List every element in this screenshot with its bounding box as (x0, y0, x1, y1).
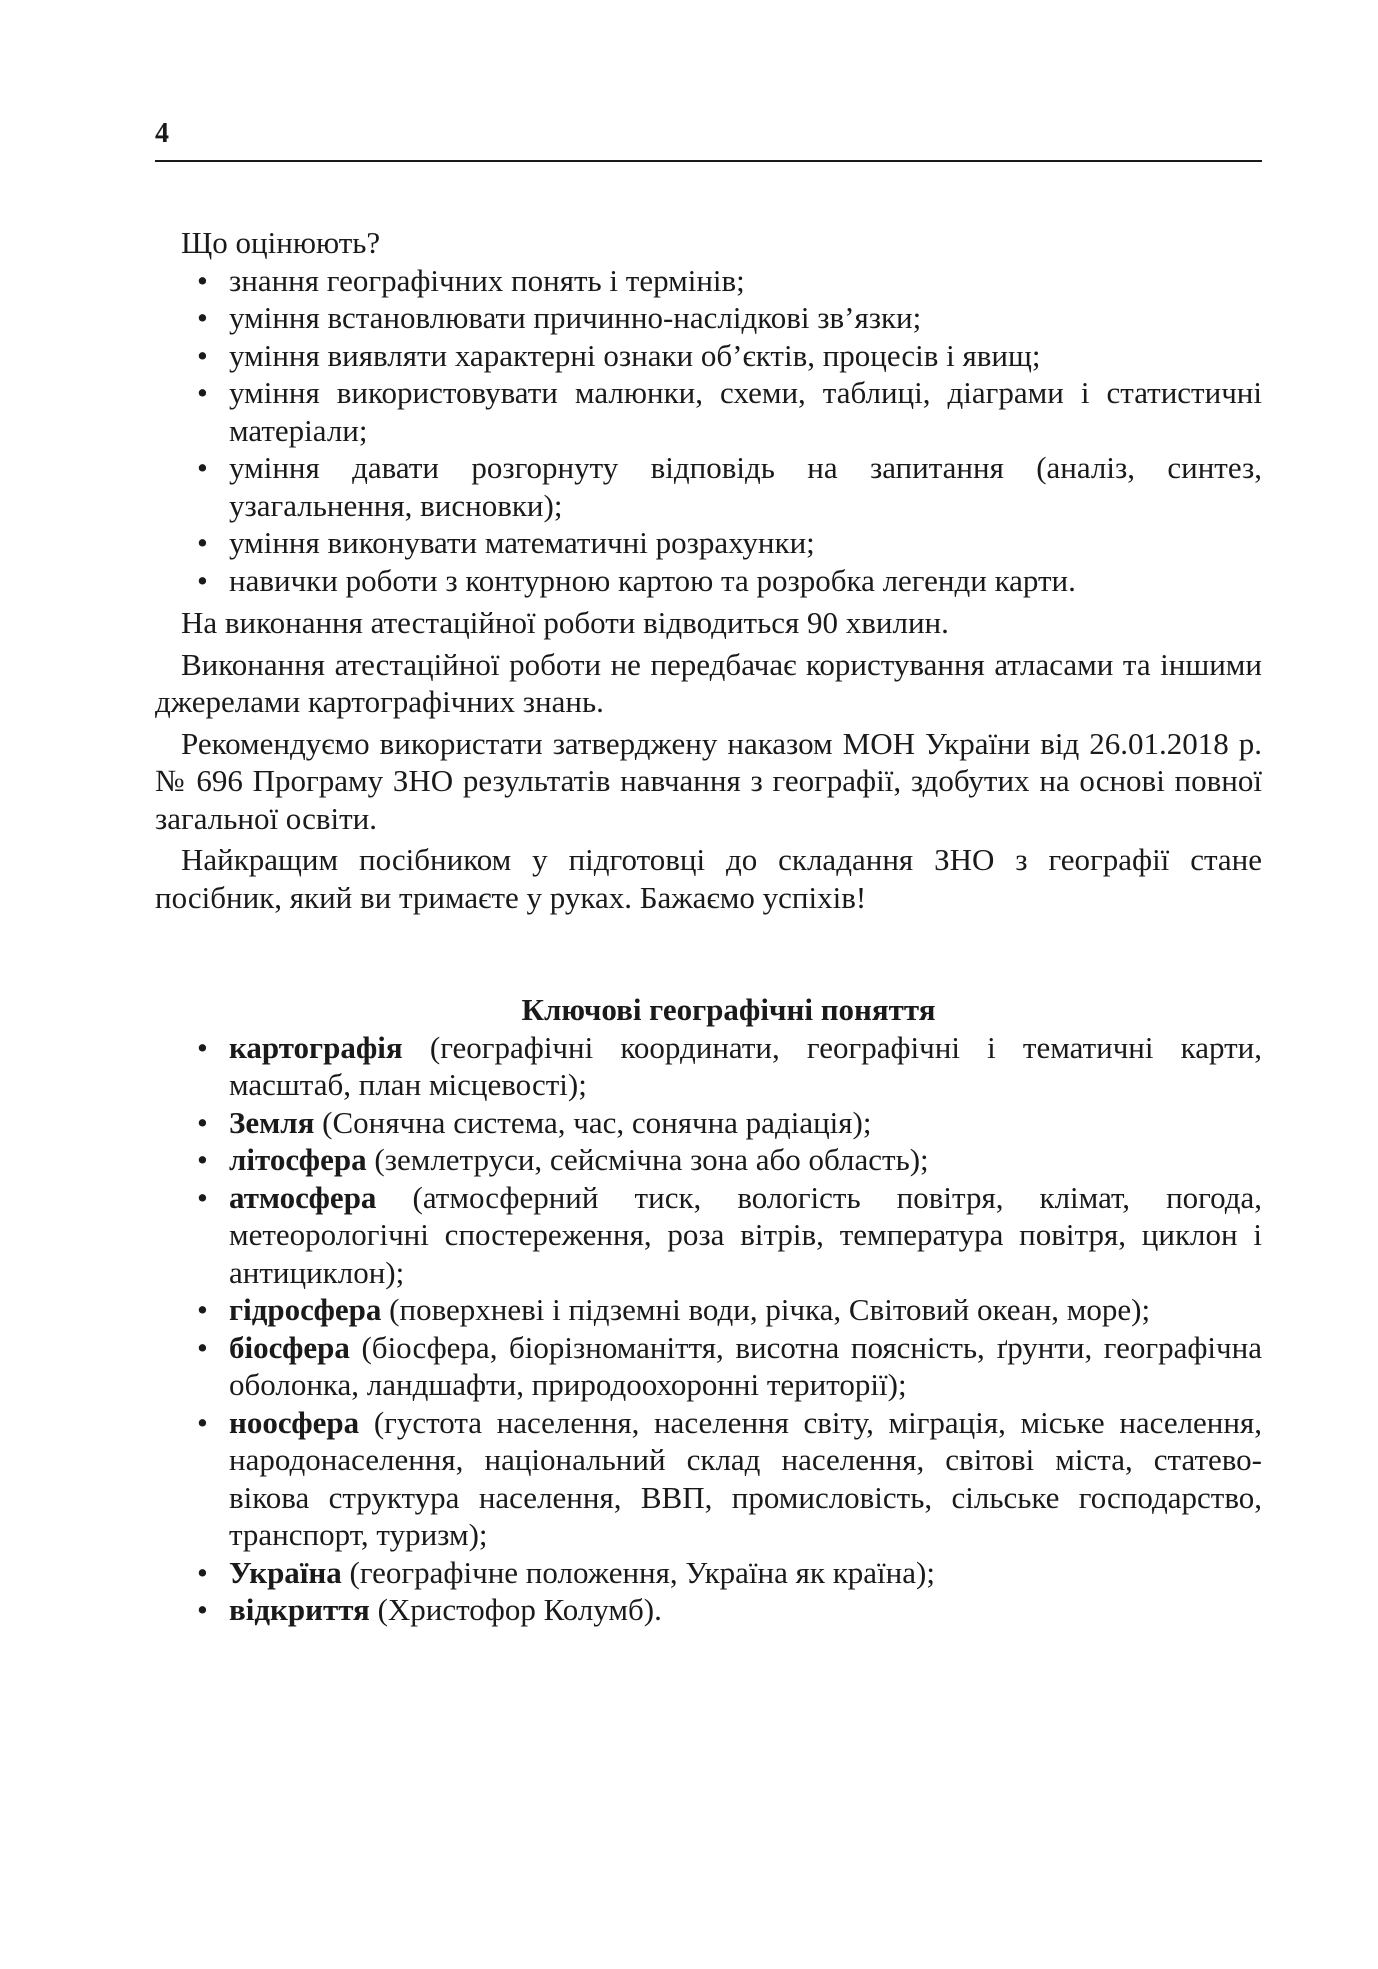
list-item (155, 1404, 1262, 1554)
list-item-text: уміння давати розгорнуту відповідь на запитання (аналіз, синтез, узагальнення, висновки); (229, 450, 1262, 523)
concept-desc: (атмосферний тиск, вологість повітря, клімат, погода, метеорологічні спостереження, роза вітрів, температура повітря, циклон і антициклон); (229, 1179, 1262, 1290)
list-item (155, 1591, 1262, 1629)
concept-desc: (густота населення, населення світу, міграція, міське населення, народонаселення, національний склад населення, світові міста, статево-вікова структура населення, ВВП, промисловість, сільське господарство, транспорт, туризм); (229, 1404, 1262, 1552)
concept-desc: (Сонячна система, час, сонячна радіація); (322, 1104, 872, 1140)
section-title: Ключові географічні поняття (521, 992, 936, 1027)
list-item-text: уміння встановлювати причинно-наслідкові зв’язки; (229, 300, 922, 335)
bullet-icon: • (197, 300, 208, 335)
list-item-text: уміння використовувати малюнки, схеми, таблиці, діаграми і статистичні матеріали; (229, 375, 1262, 448)
bullet-icon: • (197, 450, 208, 485)
list-item (155, 1179, 1262, 1292)
list-item (155, 1329, 1262, 1404)
bullet-icon: • (197, 525, 208, 560)
paragraph-program: Рекомендуємо використати затверджену наказом МОН України від 26.01.2018 р. № 696 Програму ЗНО результатів навчання з географії, здобутих на основі повної загальної освіти. (155, 725, 1262, 836)
concept-desc: (поверхневі і підземні води, річка, Світовий океан, море); (389, 1292, 1151, 1327)
concept-term: ноосфера (229, 1404, 360, 1440)
list-item (155, 1291, 1262, 1329)
concept-term: біосфера (229, 1329, 350, 1365)
list-item (155, 562, 1262, 600)
list-item-text: знання географічних понять і термінів; (229, 262, 745, 298)
intro-heading: Що оцінюють? (181, 225, 381, 260)
paragraph-no-atlases: Виконання атестаційної роботи не передбачає користування атласами та іншими джерелами картографічних знань. (155, 646, 1262, 719)
list-item (155, 374, 1262, 449)
bullet-icon: • (197, 1554, 208, 1590)
concept-desc: (землетруси, сейсмічна зона або область); (374, 1142, 929, 1177)
bullet-icon: • (197, 375, 208, 410)
document-page (155, 118, 1262, 1918)
concept-desc: (географічні координати, географічні і тематичні карти, масштаб, план місцевості); (229, 1029, 1262, 1102)
list-item (155, 1141, 1262, 1179)
list-item-text: уміння виявляти характерні ознаки об’єктів, процесів і явищ; (229, 337, 1041, 373)
bullet-icon: • (197, 562, 208, 598)
concepts-list (155, 1029, 1262, 1629)
concept-term: Земля (229, 1104, 315, 1140)
list-item (155, 262, 1262, 300)
bullet-icon: • (197, 337, 208, 373)
list-item (155, 299, 1262, 337)
bullet-icon: • (197, 1404, 208, 1440)
bullet-icon: • (197, 1329, 208, 1365)
page-number: 4 (155, 118, 169, 149)
concept-term: літосфера (229, 1142, 367, 1177)
bullet-icon: • (197, 1029, 208, 1065)
bullet-icon: • (197, 1292, 208, 1327)
list-item (155, 449, 1262, 524)
list-item (155, 1029, 1262, 1104)
concept-term: гідросфера (229, 1292, 382, 1327)
list-item-text: уміння виконувати математичні розрахунки; (229, 525, 815, 560)
paragraph-duration: На виконання атестаційної роботи відводиться 90 хвилин. (181, 605, 949, 640)
bullet-icon: • (197, 1104, 208, 1140)
bullet-icon: • (197, 1179, 208, 1215)
concept-desc: (Христофор Колумб). (377, 1592, 662, 1627)
list-item (155, 524, 1262, 562)
concept-term: картографія (229, 1029, 403, 1065)
concept-term: Україна (229, 1554, 342, 1590)
list-item (155, 1104, 1262, 1142)
list-item-text: навички роботи з контурною картою та розробка легенди карти. (229, 562, 1076, 598)
bullet-icon: • (197, 262, 208, 298)
bullet-icon: • (197, 1592, 208, 1627)
concept-desc: (географічне положення, Україна як країна); (349, 1554, 935, 1590)
header-rule (155, 160, 1262, 162)
concept-term: відкриття (229, 1592, 370, 1627)
assessment-list (155, 262, 1262, 600)
bullet-icon: • (197, 1142, 208, 1177)
paragraph-best-guide: Найкращим посібником у підготовці до складання ЗНО з географії стане посібник, який ви тримаєте у руках. Бажаємо успіхів! (155, 842, 1262, 915)
concept-term: атмосфера (229, 1179, 377, 1215)
list-item (155, 337, 1262, 375)
list-item (155, 1554, 1262, 1592)
concept-desc: (біосфера, біорізноманіття, висотна поясність, ґрунти, географічна оболонка, ландшафти, природоохоронні території); (229, 1329, 1262, 1402)
